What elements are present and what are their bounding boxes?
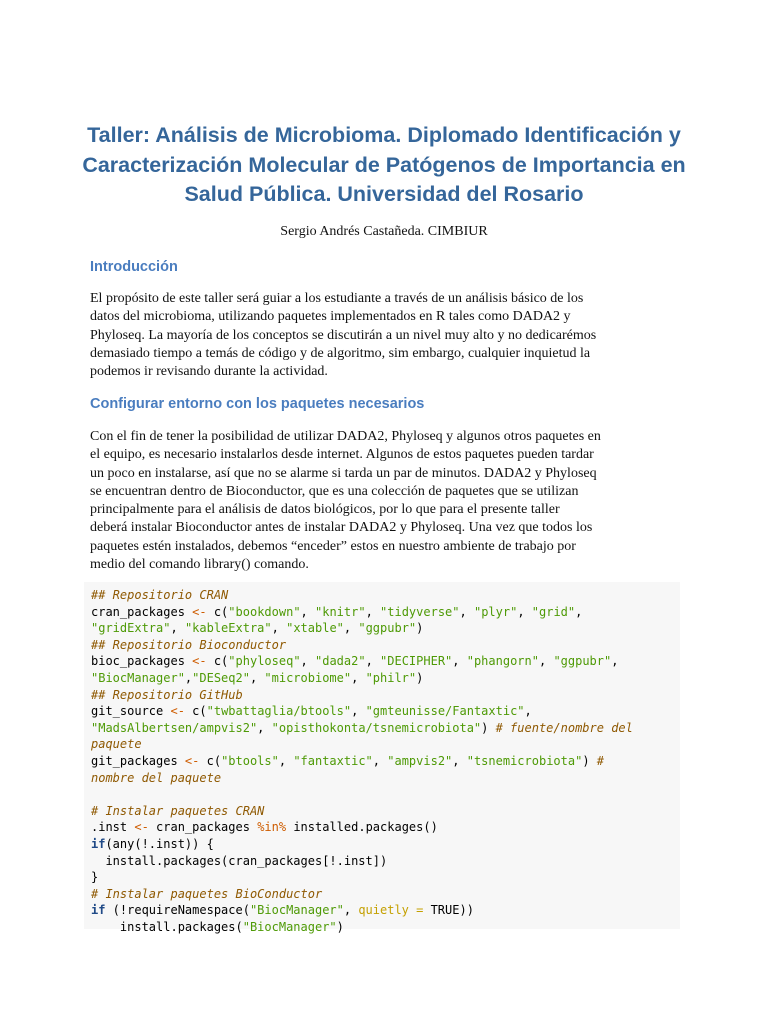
intro-paragraph bbox=[90, 290, 680, 381]
code-token: install.packages( bbox=[91, 919, 243, 934]
code-token: <- bbox=[134, 820, 149, 835]
code-token: , bbox=[170, 621, 185, 636]
paragraph-line: El propósito de este taller será guiar a los estudiante a través de un análisis básico de los bbox=[90, 291, 584, 306]
code-line bbox=[91, 721, 633, 735]
code-token: # Instalar paquetes BioConductor bbox=[91, 886, 323, 901]
title-line: Taller: Análisis de Microbioma. Diplomado Identificación y bbox=[87, 123, 681, 147]
paragraph-line: datos del microbioma, utilizando paquetes implementados en R tales como DADA2 y bbox=[90, 309, 571, 325]
code-line bbox=[91, 621, 423, 635]
code-token: "BiocManager" bbox=[91, 670, 185, 685]
code-token: "phyloseq" bbox=[228, 654, 301, 669]
code-token: <- bbox=[192, 604, 207, 619]
code-token: (!requireNamespace( bbox=[105, 903, 250, 918]
paragraph-line: paquetes estén instalados, debemos “enceder” estos en nuestro ambiente de trabajo por bbox=[90, 538, 576, 554]
code-token: "ggpubr" bbox=[553, 654, 612, 669]
setup-paragraph bbox=[90, 428, 680, 574]
code-token: c( bbox=[206, 604, 229, 619]
code-token: "gmteunisse/Fantaxtic" bbox=[365, 704, 525, 719]
code-token: "BiocManager" bbox=[242, 919, 337, 934]
code-token: , bbox=[365, 604, 381, 619]
code-token: "plyr" bbox=[473, 604, 518, 619]
paragraph-line: principalmente para el análisis de datos biológicos, por lo que para el presente taller bbox=[90, 502, 560, 518]
code-token: , bbox=[278, 753, 294, 768]
paragraph-line: deberá instalar Bioconductor antes de instalar DADA2 y Phyloseq. Una vez que todos los bbox=[90, 520, 593, 536]
code-token: "btools" bbox=[221, 753, 279, 768]
title-line: Salud Pública. Universidad del Rosario bbox=[184, 182, 584, 206]
code-token: , bbox=[184, 670, 193, 685]
code-token: ## Repositorio GitHub bbox=[91, 687, 243, 702]
paragraph-line: podemos ir revisando durante la actividad. bbox=[90, 364, 328, 380]
code-token: , bbox=[343, 621, 359, 636]
code-token: ## Repositorio CRAN bbox=[91, 588, 229, 602]
code-token: "ggpubr" bbox=[358, 621, 417, 636]
code-token: , bbox=[351, 704, 366, 719]
paragraph-line: se encuentran dentro de Bioconductor, que es una colección de paquetes que se utilizan bbox=[90, 483, 579, 499]
section-heading-introduccion: Introducción bbox=[90, 259, 178, 275]
code-token: # bbox=[596, 753, 605, 768]
code-token: "phangorn" bbox=[466, 654, 539, 669]
code-token: ) bbox=[416, 670, 424, 685]
code-token: # fuente/nombre del bbox=[495, 720, 633, 735]
code-token: ) bbox=[336, 919, 344, 934]
code-token: <- bbox=[184, 753, 200, 768]
code-token: if bbox=[91, 903, 106, 918]
code-token: , bbox=[611, 654, 619, 669]
code-line bbox=[91, 654, 618, 668]
code-line bbox=[91, 837, 214, 851]
code-token: git_packages bbox=[91, 753, 185, 768]
code-token: (any(!.inst)) { bbox=[105, 836, 214, 851]
code-token: , bbox=[300, 604, 315, 619]
code-token: "fantaxtic" bbox=[293, 753, 373, 768]
code-line bbox=[91, 754, 604, 768]
code-token: cran_packages bbox=[148, 820, 258, 835]
code-token: "opisthokonta/tsnemicrobiota" bbox=[271, 720, 482, 735]
code-token: "gridExtra" bbox=[91, 621, 171, 636]
code-token: , bbox=[575, 604, 583, 619]
code-token: ## Repositorio Bioconductor bbox=[91, 637, 287, 652]
code-line bbox=[91, 903, 474, 917]
code-text bbox=[84, 582, 680, 935]
code-token: , bbox=[538, 654, 554, 669]
code-token: "kableExtra" bbox=[184, 621, 272, 636]
code-line bbox=[91, 920, 344, 934]
code-token: ) bbox=[582, 753, 597, 768]
code-token: "microbiome" bbox=[264, 670, 352, 685]
code-line bbox=[91, 804, 264, 818]
code-token: "dada2" bbox=[315, 654, 366, 669]
code-line bbox=[91, 820, 438, 834]
code-line bbox=[91, 671, 423, 685]
paragraph-line: medio del comando library() comando. bbox=[90, 557, 309, 573]
code-token: cran_packages bbox=[91, 604, 193, 619]
code-token: , bbox=[452, 654, 467, 669]
title-line: Caracterización Molecular de Patógenos de Importancia en bbox=[82, 152, 686, 177]
code-token: "tsnemicrobiota" bbox=[466, 753, 583, 768]
code-token: , bbox=[257, 720, 272, 735]
code-line bbox=[91, 704, 532, 718]
code-token: ) bbox=[481, 720, 496, 735]
code-line bbox=[91, 688, 243, 702]
code-token: paquete bbox=[91, 737, 142, 752]
code-token: } bbox=[91, 870, 99, 885]
code-token: "grid" bbox=[531, 604, 576, 619]
code-token: installed.packages() bbox=[286, 820, 438, 835]
code-token: "DESeq2" bbox=[192, 670, 250, 685]
code-token: "ampvis2" bbox=[387, 753, 453, 768]
code-token: install.packages(cran_packages[!.inst]) bbox=[91, 853, 388, 868]
code-token: "DECIPHER" bbox=[380, 654, 453, 669]
code-line bbox=[91, 771, 221, 785]
code-line bbox=[91, 605, 582, 619]
code-line bbox=[91, 737, 142, 751]
code-token: "twbattaglia/btools" bbox=[206, 704, 352, 719]
code-token: bioc_packages bbox=[91, 654, 193, 669]
code-token: , bbox=[452, 753, 467, 768]
code-token: c( bbox=[184, 704, 207, 719]
code-token: <- bbox=[192, 654, 207, 669]
code-token: quietly = bbox=[358, 903, 424, 918]
code-token: %in% bbox=[257, 820, 287, 835]
code-token: , bbox=[351, 670, 366, 685]
code-token: git_source bbox=[91, 704, 171, 719]
code-token: , bbox=[372, 753, 388, 768]
code-token: "philr" bbox=[365, 670, 417, 685]
code-token: "bookdown" bbox=[228, 604, 301, 619]
code-token: , bbox=[249, 670, 265, 685]
code-token: TRUE)) bbox=[423, 903, 474, 918]
author-line: Sergio Andrés Castañeda. CIMBIUR bbox=[280, 224, 488, 239]
code-token: , bbox=[365, 654, 381, 669]
paragraph-line: el equipo, es necesario instalarlos desde internet. Algunos de estos paquetes pueden tardar bbox=[90, 447, 594, 463]
code-token: , bbox=[517, 604, 532, 619]
code-token: , bbox=[300, 654, 315, 669]
code-token: "MadsAlbertsen/ampvis2" bbox=[91, 720, 258, 735]
code-line bbox=[91, 638, 286, 652]
page-title bbox=[70, 121, 698, 210]
code-token: "BiocManager" bbox=[249, 903, 344, 918]
code-token: nombre del paquete bbox=[91, 770, 222, 785]
code-token: , bbox=[271, 621, 287, 636]
code-token: "xtable" bbox=[286, 621, 344, 636]
code-token: , bbox=[343, 903, 359, 918]
code-token: .inst bbox=[91, 820, 135, 835]
code-token: "tidyverse" bbox=[380, 604, 460, 619]
code-token: , bbox=[524, 704, 532, 719]
code-line bbox=[91, 887, 322, 901]
paragraph-line: un poco en instalarse, así que no se alarme si tarda un par de minutos. DADA2 y Phyloseq bbox=[90, 465, 597, 481]
code-token: if bbox=[91, 836, 106, 851]
code-token: ) bbox=[416, 621, 424, 636]
section-heading-configurar: Configurar entorno con los paquetes necesarios bbox=[90, 396, 425, 412]
paragraph-line: Phyloseq. La mayoría de los conceptos se discutirán a un nivel muy alto y no dedicarémos bbox=[90, 327, 597, 343]
code-line bbox=[91, 588, 228, 602]
code-block bbox=[84, 582, 680, 934]
code-token: # Instalar paquetes CRAN bbox=[91, 803, 265, 818]
code-token: <- bbox=[170, 704, 185, 719]
paragraph-line: demasiado tiempo a temás de código y de algoritmo, sim embargo, cualquier inquietud la bbox=[90, 345, 591, 361]
code-token: c( bbox=[206, 654, 229, 669]
code-token: "knitr" bbox=[315, 604, 366, 619]
code-line bbox=[91, 854, 387, 868]
paragraph-line: Con el fin de tener la posibilidad de utilizar DADA2, Phyloseq y algunos otros paquetes en bbox=[90, 429, 601, 444]
code-line bbox=[91, 870, 98, 884]
code-token: c( bbox=[199, 753, 222, 768]
code-token: , bbox=[459, 604, 474, 619]
